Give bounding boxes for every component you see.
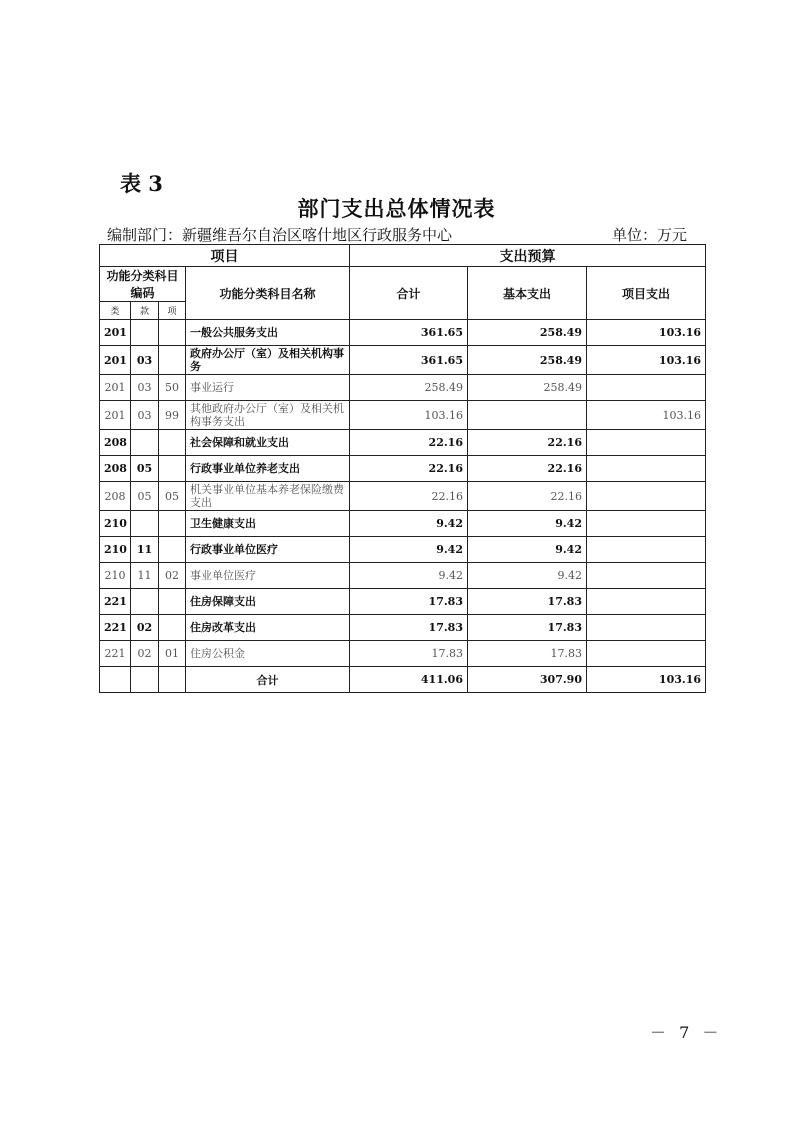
cell-lei: 201 — [100, 320, 131, 346]
cell-xiang: 02 — [159, 563, 186, 589]
cell-name: 住房改革支出 — [186, 615, 350, 641]
table-row — [100, 641, 706, 667]
cell-xiang: 50 — [159, 375, 186, 401]
cell-kuan: 11 — [131, 563, 159, 589]
cell-basic: 17.83 — [468, 589, 587, 615]
cell-lei: 221 — [100, 641, 131, 667]
cell-total: 361.65 — [350, 346, 468, 375]
header-code-group: 功能分类科目编码 — [100, 267, 186, 302]
cell-total: 9.42 — [350, 511, 468, 537]
table-row — [100, 537, 706, 563]
expenditure-table — [99, 244, 706, 693]
page-number: － 7 － — [650, 1023, 723, 1042]
total-label: 合计 — [186, 667, 350, 693]
cell-basic: 9.42 — [468, 537, 587, 563]
cell-kuan: 05 — [131, 456, 159, 482]
cell-project — [587, 430, 706, 456]
cell-total: 258.49 — [350, 375, 468, 401]
header-project-exp: 项目支出 — [587, 267, 706, 320]
cell-kuan: 03 — [131, 375, 159, 401]
table-row — [100, 401, 706, 430]
cell-project — [587, 563, 706, 589]
cell-basic: 258.49 — [468, 346, 587, 375]
cell-total: 17.83 — [350, 641, 468, 667]
header-xiang: 项 — [159, 302, 186, 320]
header-kuan: 款 — [131, 302, 159, 320]
cell-lei: 221 — [100, 615, 131, 641]
total-lei — [100, 667, 131, 693]
table-row — [100, 456, 706, 482]
cell-xiang: 99 — [159, 401, 186, 430]
total-row — [100, 667, 706, 693]
total-project: 103.16 — [587, 667, 706, 693]
cell-basic: 22.16 — [468, 430, 587, 456]
cell-xiang — [159, 430, 186, 456]
cell-kuan: 05 — [131, 482, 159, 511]
cell-basic: 22.16 — [468, 482, 587, 511]
cell-xiang: 01 — [159, 641, 186, 667]
cell-lei: 201 — [100, 375, 131, 401]
cell-project — [587, 482, 706, 511]
header-name: 功能分类科目名称 — [186, 267, 350, 320]
cell-name: 住房保障支出 — [186, 589, 350, 615]
cell-name: 事业单位医疗 — [186, 563, 350, 589]
cell-kuan: 03 — [131, 346, 159, 375]
cell-total: 22.16 — [350, 482, 468, 511]
page-title: 部门支出总体情况表 — [297, 196, 496, 221]
cell-name: 政府办公厅（室）及相关机构事务 — [186, 346, 350, 375]
cell-kuan — [131, 430, 159, 456]
cell-name: 卫生健康支出 — [186, 511, 350, 537]
table-row — [100, 563, 706, 589]
cell-lei: 208 — [100, 430, 131, 456]
cell-lei: 201 — [100, 401, 131, 430]
cell-total: 103.16 — [350, 401, 468, 430]
cell-kuan — [131, 511, 159, 537]
cell-total: 9.42 — [350, 563, 468, 589]
table-row — [100, 615, 706, 641]
table-row — [100, 482, 706, 511]
table-row — [100, 346, 706, 375]
cell-lei: 201 — [100, 346, 131, 375]
cell-total: 17.83 — [350, 615, 468, 641]
table-row — [100, 511, 706, 537]
cell-project — [587, 456, 706, 482]
org-label: 编制部门：新疆维吾尔自治区喀什地区行政服务中心 — [107, 226, 453, 244]
cell-xiang — [159, 511, 186, 537]
cell-basic — [468, 401, 587, 430]
cell-name: 其他政府办公厅（室）及相关机构事务支出 — [186, 401, 350, 430]
cell-basic: 9.42 — [468, 511, 587, 537]
table-row — [100, 589, 706, 615]
cell-xiang — [159, 537, 186, 563]
cell-kuan: 03 — [131, 401, 159, 430]
header-total: 合计 — [350, 267, 468, 320]
cell-xiang — [159, 589, 186, 615]
total-total: 411.06 — [350, 667, 468, 693]
cell-project — [587, 537, 706, 563]
cell-lei: 208 — [100, 456, 131, 482]
total-basic: 307.90 — [468, 667, 587, 693]
total-kuan — [131, 667, 159, 693]
cell-kuan: 02 — [131, 641, 159, 667]
cell-name: 社会保障和就业支出 — [186, 430, 350, 456]
cell-total: 22.16 — [350, 430, 468, 456]
cell-project: 103.16 — [587, 401, 706, 430]
cell-basic: 9.42 — [468, 563, 587, 589]
cell-xiang — [159, 615, 186, 641]
cell-project — [587, 589, 706, 615]
cell-lei: 210 — [100, 537, 131, 563]
cell-total: 361.65 — [350, 320, 468, 346]
cell-lei: 208 — [100, 482, 131, 511]
cell-project — [587, 641, 706, 667]
cell-name: 机关事业单位基本养老保险缴费支出 — [186, 482, 350, 511]
cell-project — [587, 615, 706, 641]
cell-project — [587, 375, 706, 401]
cell-basic: 17.83 — [468, 641, 587, 667]
cell-basic: 17.83 — [468, 615, 587, 641]
cell-total: 17.83 — [350, 589, 468, 615]
cell-basic: 258.49 — [468, 320, 587, 346]
cell-name: 行政事业单位医疗 — [186, 537, 350, 563]
cell-total: 22.16 — [350, 456, 468, 482]
cell-total: 9.42 — [350, 537, 468, 563]
table-tag: 表 3 — [120, 171, 163, 196]
cell-lei: 221 — [100, 589, 131, 615]
header-basic: 基本支出 — [468, 267, 587, 320]
cell-kuan — [131, 320, 159, 346]
cell-name: 住房公积金 — [186, 641, 350, 667]
cell-kuan: 02 — [131, 615, 159, 641]
total-xiang — [159, 667, 186, 693]
cell-lei: 210 — [100, 511, 131, 537]
header-lei: 类 — [100, 302, 131, 320]
cell-name: 一般公共服务支出 — [186, 320, 350, 346]
table-row — [100, 430, 706, 456]
cell-lei: 210 — [100, 563, 131, 589]
cell-kuan — [131, 589, 159, 615]
cell-xiang: 05 — [159, 482, 186, 511]
header-budget: 支出预算 — [350, 245, 706, 267]
table-body — [100, 320, 706, 667]
cell-name: 事业运行 — [186, 375, 350, 401]
cell-project — [587, 511, 706, 537]
cell-project: 103.16 — [587, 346, 706, 375]
cell-name: 行政事业单位养老支出 — [186, 456, 350, 482]
cell-project: 103.16 — [587, 320, 706, 346]
table-row — [100, 375, 706, 401]
cell-basic: 258.49 — [468, 375, 587, 401]
cell-xiang — [159, 346, 186, 375]
cell-xiang — [159, 320, 186, 346]
unit-label: 单位：万元 — [612, 226, 688, 244]
cell-basic: 22.16 — [468, 456, 587, 482]
cell-kuan: 11 — [131, 537, 159, 563]
table-row — [100, 320, 706, 346]
header-project: 项目 — [100, 245, 350, 267]
cell-xiang — [159, 456, 186, 482]
